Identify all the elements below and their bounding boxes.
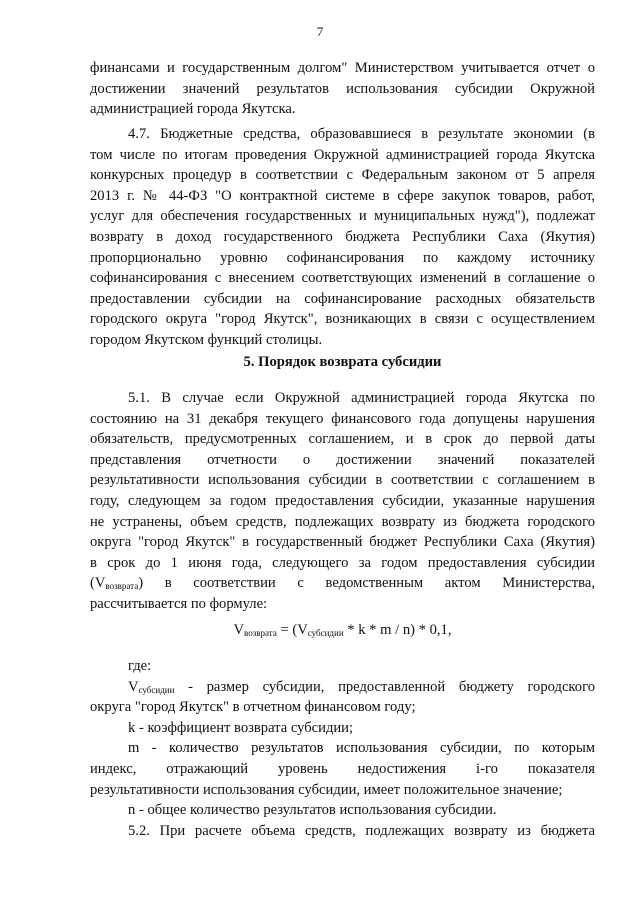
text-line: городом Якутском функций столицы. (90, 331, 323, 348)
formula-block (90, 620, 595, 641)
text-line: 5.1. В случае если Окружной администрацией города Якутска по (128, 390, 595, 406)
def-v-symbol: V (128, 678, 139, 695)
formula-v: V (233, 622, 245, 638)
text-line: конкурсных процедур в соответствии с Федеральным законом от 5 апреля (90, 167, 595, 184)
text-line (90, 573, 595, 594)
v-symbol: (V (90, 575, 106, 592)
definitions (90, 656, 595, 841)
text-line: 2013 г. № 44-ФЗ "О контрактной системе в сфере закупок товаров, работ, (90, 187, 595, 204)
text-line: администрацией города Якутска. (90, 101, 296, 118)
text-line: индекс, отражающий уровень недостижения i-го показателя (90, 760, 595, 777)
text-line: результативности использования субсидии в соответствии с соглашением в (90, 472, 595, 489)
text-line: k - коэффициент возврата субсидии; (128, 719, 354, 736)
paragraph-continuation (90, 58, 595, 120)
text-line: финансами и государственным долгом" Министерством учитывается отчет о (90, 60, 595, 76)
text-line: не устранены, объем средств, подлежащих возврату из бюджета городского (90, 513, 595, 530)
formula-sub-return: возврата (244, 628, 277, 638)
text-line: рассчитывается по формуле: (90, 595, 268, 612)
text-line: n - общее количество результатов использования субсидии. (128, 802, 497, 819)
text-fragment: ) в соответствии с ведомственным актом Министерства, (138, 575, 595, 592)
text-line: где: (128, 658, 152, 674)
text-line: достижении значений результатов использования субсидии Окружной (90, 80, 595, 97)
text-line: в срок до 1 июня года, следующего за годом предоставления субсидии (90, 554, 595, 571)
text-line: городского округа "город Якутск", возникающих в связи с осуществлением (90, 311, 595, 328)
paragraph-4-7 (90, 124, 595, 351)
text-line (90, 677, 595, 698)
section-heading-block (90, 352, 595, 373)
text-line: возврату в доход государственного бюджета Республики Саха (Якутия) (90, 228, 595, 245)
text-line: представления отчетности о достижении значений показателей (90, 451, 595, 468)
formula-mid: = (V (276, 622, 308, 638)
text-line: обязательств, предусмотренных соглашением, и в срок до первой даты (90, 431, 595, 448)
formula-rest: * k * m / n) * 0,1, (343, 622, 452, 638)
text-line: году, следующем за годом предоставления субсидии, указанные нарушения (90, 492, 595, 509)
text-line: результативности использования субсидии, имеет положительное значение; (90, 781, 563, 798)
def-v-subscript: субсидии (138, 684, 175, 695)
text-line: 4.7. Бюджетные средства, образовавшиеся в результате экономии (в (128, 126, 595, 142)
text-fragment: - размер субсидии, предоставленной бюджету городского (174, 678, 595, 695)
formula (90, 620, 595, 641)
page-number: 7 (316, 24, 324, 39)
section-title: 5. Порядок возврата субсидии (243, 354, 442, 370)
v-subscript: возврата (105, 581, 139, 592)
text-line: округа "город Якутск" в отчетном финансовом году; (90, 699, 416, 716)
text-line: пропорционально уровню софинансирования по каждому источнику (90, 249, 595, 266)
text-line: округа "город Якутск" в государственный бюджет Республики Саха (Якутия) (90, 534, 595, 551)
text-line: 5.2. При расчете объема средств, подлежащих возврату из бюджета (128, 822, 595, 839)
text-line: m - количество результатов использования субсидии, по которым (128, 740, 595, 757)
text-line: услуг для обеспечения государственных и муниципальных нужд"), подлежат (90, 208, 595, 225)
text-line: состоянию на 31 декабря текущего финансового года допущены нарушения (90, 410, 595, 427)
text-line: софинансирования с внесением соответствующих изменений в соглашение о (90, 270, 595, 287)
text-line: предоставлении субсидии на софинансирование расходных обязательств (90, 290, 595, 307)
text-line: том числе по итогам проведения Окружной администрацией города Якутска (90, 146, 595, 163)
formula-sub-subsidy: субсидии (307, 628, 344, 638)
paragraph-5-1 (90, 388, 595, 615)
